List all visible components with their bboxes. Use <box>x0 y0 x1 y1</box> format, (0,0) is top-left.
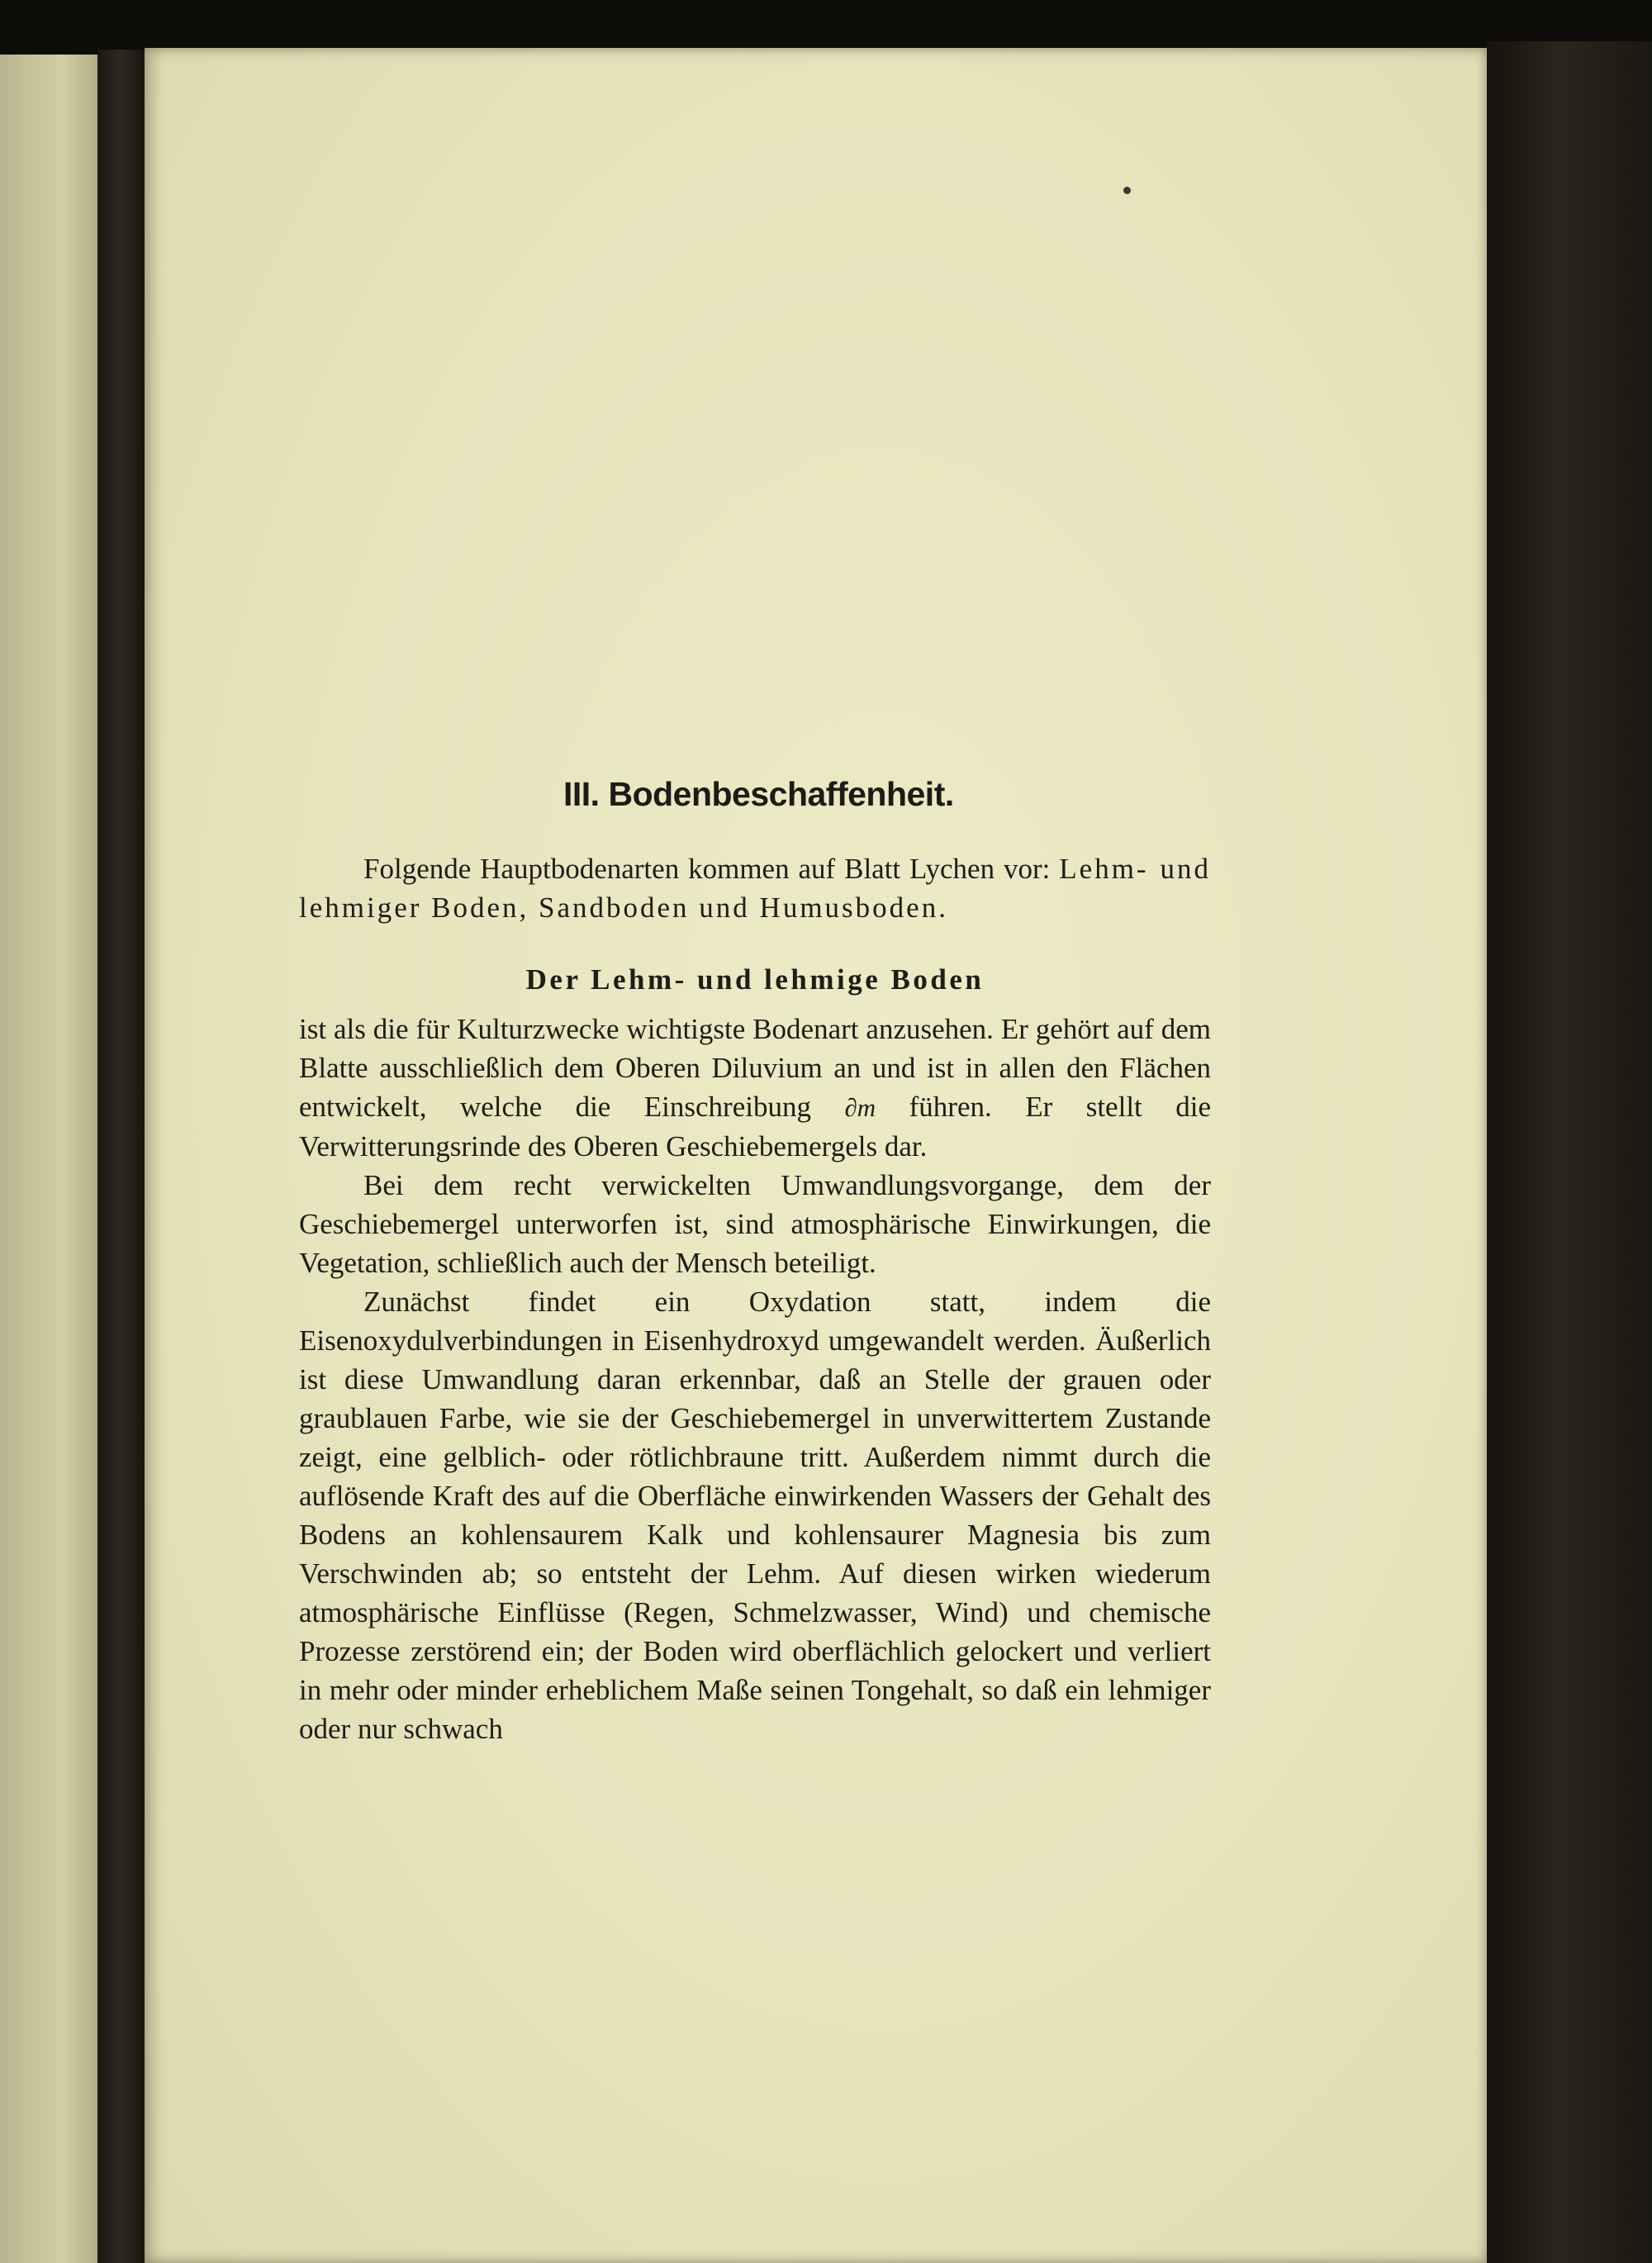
paragraph-1-start: ist als die für Kulturzwecke wichtigste Bodenart anzusehen. Er gehört auf dem Blatte ausschließlich dem Oberen Diluvium an und ist in allen den Flächen entwickelt, welche die Einschreibung <box>299 1013 1211 1123</box>
intro-paragraph <box>299 849 1211 927</box>
chapter-title: III. Bodenbeschaffenheit. <box>563 775 954 813</box>
soil-types-list: Lehm- und lehmiger Boden, Sandboden und Humusboden. <box>299 853 1212 924</box>
paragraph-2: Bei dem recht verwickelten Umwandlungsvorgange, dem der Geschiebemergel unterworfen ist, sind atmosphärische Einwirkungen, die Vegetation, schließlich auch der Mensch beteiligt. <box>299 1169 1211 1279</box>
ink-speck <box>1123 187 1131 194</box>
paragraph-1-end: führen. Er stellt die Verwitterungsrinde des Oberen Geschiebemergels dar. <box>299 1091 1211 1162</box>
book-cover-edge <box>1487 41 1652 2263</box>
paragraph-3: Zunächst findet ein Oxydation statt, indem die Eisenoxydulverbindungen in Eisenhydroxyd umgewandelt werden. Äußerlich ist diese Umwandlung daran erkennbar, daß an Stelle der grauen oder graublauen Farbe, wie sie der Geschiebemergel in unverwittertem Zustande zeigt, eine gelblich- oder rötlichbraune tritt. Außerdem nimmt durch die auflösende Kraft des auf die Oberfläche einwirkenden Wassers der Gehalt des Bodens an kohlensaurem Kalk und kohlensaurer Magnesia bis zum Verschwinden ab; so entsteht der Lehm. Auf diesen wirken wiederum atmosphärische Einflüsse (Regen, Schmelzwasser, Wind) und chemische Prozesse zerstörend ein; der Boden wird oberflächlich gelockert und verliert in mehr oder minder erheblichem Maße seinen Tongehalt, so daß ein lehmiger oder nur schwach <box>299 1286 1211 1745</box>
map-symbol: ∂m <box>844 1093 876 1122</box>
section-heading: Der Lehm- und lehmige Boden <box>525 963 985 996</box>
body-text <box>299 1010 1211 1748</box>
intro-lead: Folgende Hauptbodenarten kommen auf Blatt Lychen vor: <box>363 853 1060 885</box>
paragraph-1 <box>299 1010 1211 1166</box>
previous-page-edge <box>0 55 106 2263</box>
